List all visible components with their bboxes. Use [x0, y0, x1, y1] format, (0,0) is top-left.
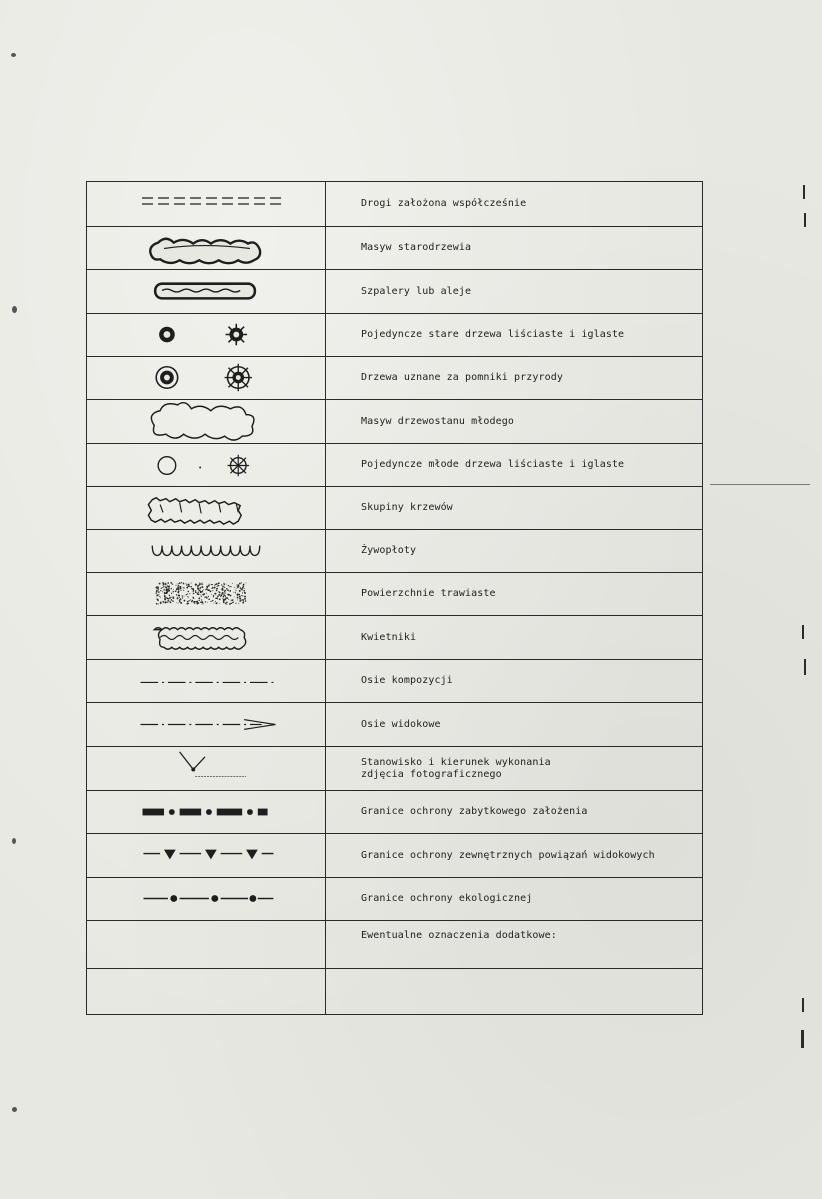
legend-row: [87, 313, 702, 356]
margin-speck: [12, 1107, 17, 1112]
legend-row: [87, 226, 702, 269]
block-dot-boundary-icon: [87, 791, 326, 833]
legend-label: Granice ochrony ekologicznej: [361, 893, 533, 904]
legend-row: [87, 702, 702, 746]
wavy-band-icon: [87, 227, 326, 269]
legend-label: Granice ochrony zabytkowego założenia: [361, 806, 588, 817]
legend-label: Pojedyncze stare drzewa liściaste i iglaste: [361, 329, 625, 340]
empty-symbol-cell: [87, 921, 326, 968]
margin-mark: [804, 659, 806, 675]
old-trees-icon: [87, 314, 326, 356]
monument-trees-icon: [87, 357, 326, 399]
legend-row: [87, 746, 702, 790]
photo-viewpoint-icon: [87, 747, 326, 790]
legend-label: Masyw starodrzewia: [361, 242, 472, 253]
legend-label: Pojedyncze młode drzewa liściaste i iglaste: [361, 459, 625, 470]
legend-label: Stanowisko i kierunek wykonania zdjęcia fotograficznego: [361, 756, 551, 780]
tree-row-band-icon: [87, 270, 326, 313]
legend-row: [87, 529, 702, 572]
dashed-double-line-icon: [87, 182, 326, 226]
margin-speck: [11, 53, 16, 57]
legend-table: [86, 181, 703, 1015]
shrub-group-icon: [87, 487, 326, 529]
legend-row: [87, 659, 702, 702]
legend-row: [87, 615, 702, 659]
margin-mark: [710, 484, 810, 485]
legend-row: [87, 572, 702, 615]
margin-mark: [803, 185, 805, 199]
legend-row: [87, 833, 702, 877]
cloud-outline-icon: [87, 400, 326, 443]
legend-row: [87, 269, 702, 313]
hedge-wave-icon: [87, 530, 326, 572]
dash-dot-axis-icon: [87, 660, 326, 702]
legend-row: [87, 968, 702, 1014]
legend-row: [87, 443, 702, 486]
legend-row: [87, 399, 702, 443]
legend-label: Ewentualne oznaczenia dodatkowe:: [361, 930, 557, 941]
flowerbed-icon: [87, 616, 326, 659]
margin-speck: [12, 838, 16, 844]
legend-label: Drogi założona współcześnie: [361, 198, 527, 209]
legend-row: [87, 790, 702, 833]
legend-label: Granice ochrony zewnętrznych powiązań widokowych: [361, 849, 655, 861]
margin-mark: [804, 213, 806, 227]
empty-symbol-cell: [87, 969, 326, 1014]
legend-row: [87, 356, 702, 399]
margin-mark: [802, 998, 804, 1012]
legend-label: Żywopłoty: [361, 545, 417, 556]
legend-row: [87, 920, 702, 968]
legend-label: Kwietniki: [361, 631, 417, 643]
legend-label: Szpalery lub aleje: [361, 285, 472, 297]
legend-label: [361, 969, 696, 1014]
legend-label: Osie widokowe: [361, 718, 441, 730]
legend-row: [87, 877, 702, 920]
legend-row: [87, 182, 702, 226]
stipple-area-icon: [87, 573, 326, 615]
dash-dot-arrow-icon: [87, 703, 326, 746]
triangle-boundary-icon: [87, 834, 326, 877]
margin-speck: [12, 306, 17, 313]
legend-label: Powierzchnie trawiaste: [361, 588, 496, 599]
legend-row: [87, 486, 702, 529]
legend-label: Osie kompozycji: [361, 675, 453, 686]
young-trees-icon: [87, 444, 326, 486]
margin-mark: [801, 1030, 804, 1048]
legend-label: Masyw drzewostanu młodego: [361, 415, 515, 427]
legend-label: Drzewa uznane za pomniki przyrody: [361, 372, 563, 383]
legend-label: Skupiny krzewów: [361, 502, 453, 513]
dot-boundary-icon: [87, 878, 326, 920]
margin-mark: [802, 625, 804, 639]
